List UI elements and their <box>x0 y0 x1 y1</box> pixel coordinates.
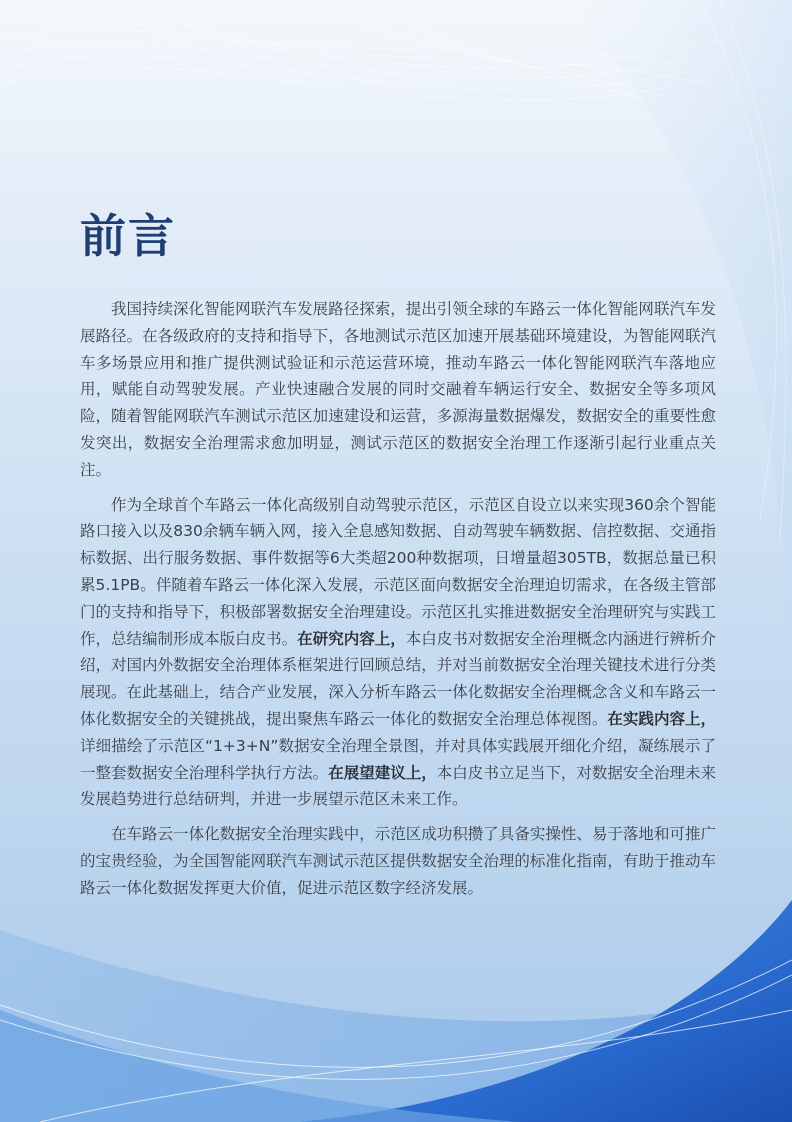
emphasis-heading: 在研究内容上， <box>297 629 406 648</box>
paragraph-text: 作为全球首个车路云一体化高级别自动驾驶示范区，示范区自设立以来实现360余个智能路口接入以及830余辆车辆入网，接入全息感知数据、自动驾驶车辆数据、信控数据、交通指标数据、出行服务数据、事件数据等6大类超200种数据项，日增量超305TB，数据总量已积累5.1PB。伴随着车路云一体化深入发展，示范区面向数据安全治理迫切需求，在各级主管部门的支持和指导下，积极部署数据安全治理建设。示范区扎实推进数据安全治理研究与实践工作，总结编制形成本版白皮书。 <box>80 495 716 648</box>
body-paragraph <box>80 821 716 901</box>
paragraph-text: 本白皮书立足当下，对数据安全治理未来发展趋势进行总结研判，并进一步展望示范区未来工作。 <box>80 763 716 809</box>
preface-body <box>80 296 716 910</box>
paragraph-text: 详细描绘了示范区“1+3+N”数据安全治理全景图，并对具体实践展开细化介绍，凝练展示了一整套数据安全治理科学执行方法。 <box>80 736 716 782</box>
paragraph-text: 本白皮书对数据安全治理概念内涵进行辨析介绍，对国内外数据安全治理体系框架进行回顾总结，并对当前数据安全治理关键技术进行分类展现。在此基础上，结合产业发展，深入分析车路云一体化数据安全治理概念含义和车路云一体化数据安全的关键挑战，提出聚焦车路云一体化的数据安全治理总体视图。 <box>80 629 716 728</box>
page-title: 前言 <box>80 209 176 263</box>
body-paragraph <box>80 492 716 814</box>
emphasis-heading: 在实践内容上， <box>607 709 716 728</box>
body-paragraph <box>80 296 716 484</box>
emphasis-heading: 在展望建议上， <box>328 763 437 782</box>
paragraph-text: 在车路云一体化数据安全治理实践中，示范区成功积攒了具备实操性、易于落地和可推广的宝贵经验，为全国智能网联汽车测试示范区提供数据安全治理的标准化指南，有助于推动车路云一体化数据发挥更大价值，促进示范区数字经济发展。 <box>80 825 716 897</box>
paragraph-text: 我国持续深化智能网联汽车发展路径探索，提出引领全球的车路云一体化智能网联汽车发展路径。在各级政府的支持和指导下，各地测试示范区加速开展基础环境建设，为智能网联汽车多场景应用和推广提供测试验证和示范运营环境，推动车路云一体化智能网联汽车落地应用，赋能自动驾驶发展。产业快速融合发展的同时交融着车辆运行安全、数据安全等多项风险，随着智能网联汽车测试示范区加速建设和运营，多源海量数据爆发，数据安全的重要性愈发突出，数据安全治理需求愈加明显，测试示范区的数据安全治理工作逐渐引起行业重点关注。 <box>80 300 716 479</box>
